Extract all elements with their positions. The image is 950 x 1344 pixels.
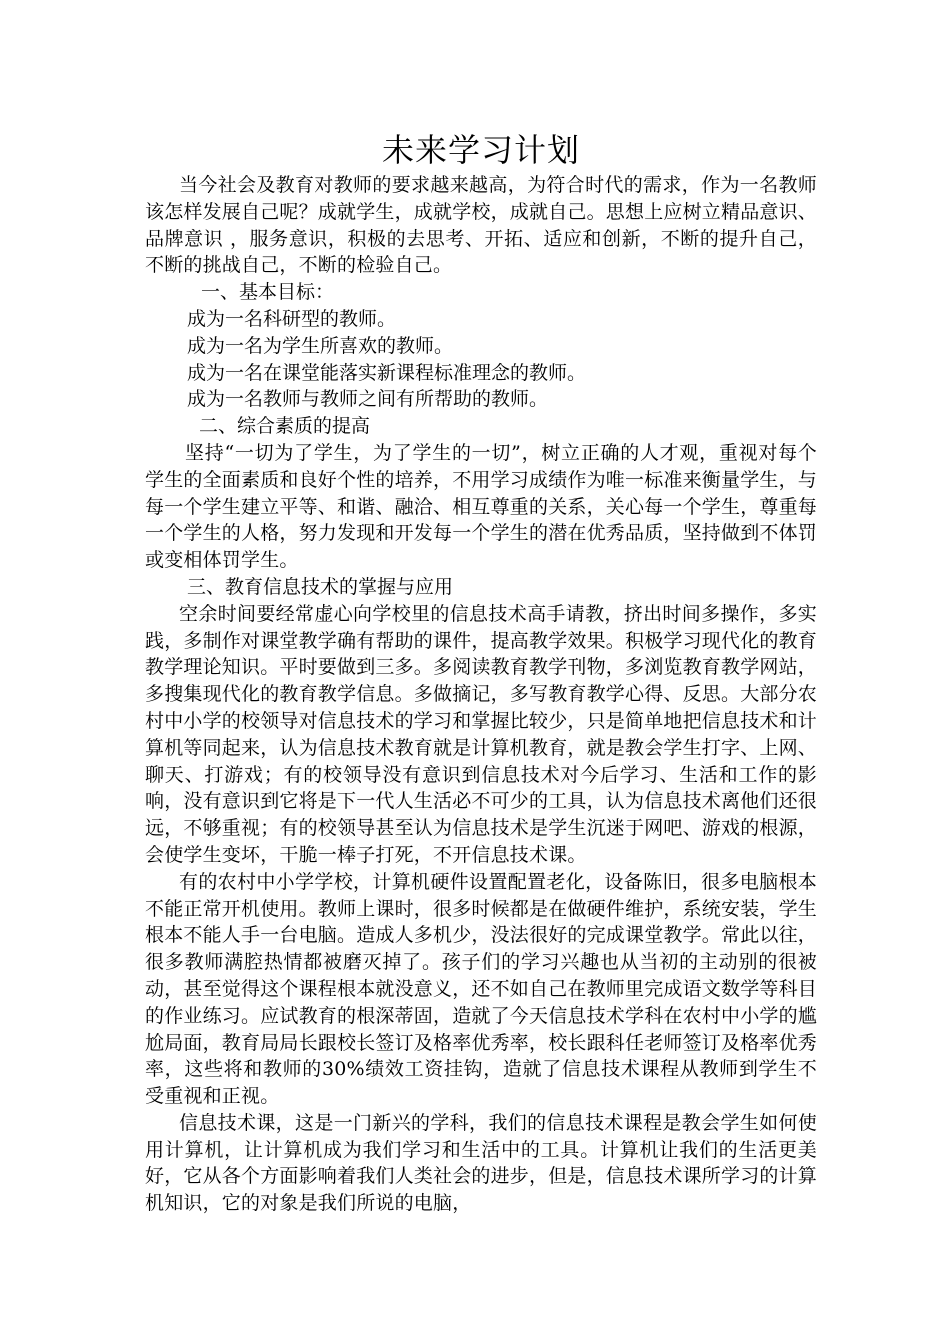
- intro-paragraph: 当今社会及教育对教师的要求越来越高，为符合时代的需求，作为一名教师该怎样发展自己呢？成就学生，成就学校，成就自己。思想上应树立精品意识、品牌意识 ，服务意识，积极的去思考、开拓、适应和创新，不断的提升自己，不断的挑战自己，不断的检验自己。: [145, 174, 818, 277]
- goal-item: 成为一名在课堂能落实新课程标准理念的教师。: [187, 361, 587, 384]
- goal-item: 成为一名为学生所喜欢的教师。: [187, 334, 454, 357]
- goal-item: 成为一名科研型的教师。: [187, 307, 397, 330]
- document-page: [145, 128, 817, 1217]
- section-heading-it: 三、教育信息技术的掌握与应用: [187, 575, 454, 598]
- goal-item: 成为一名教师与教师之间有所帮助的教师。: [187, 388, 549, 411]
- it-paragraph: 信息技术课，这是一门新兴的学科，我们的信息技术课程是教会学生如何使用计算机，让计算机成为我们学习和生活中的工具。计算机让我们的生活更美好，它从各个方面影响着我们人类社会的进步，但是，信息技术课所学习的计算机知识，它的对象是我们所说的电脑，: [145, 1111, 818, 1215]
- section-heading-basic-goals: 一、基本目标：: [201, 281, 335, 304]
- it-paragraph: 有的农村中小学学校，计算机硬件设置配置老化，设备陈旧，很多电脑根本不能正常开机使用。教师上课时，很多时候都是在做硬件维护，系统安装，学生根本不能人手一台电脑。造成人多机少，没法很好的完成课堂教学。常此以往，很多教师满腔热情都被磨灭掉了。孩子们的学习兴趣也从当初的主动别的很被动，甚至觉得这个课程根本就没意义，还不如自己在教师里完成语文数学等科目的作业练习。应试教育的根深蒂固，造就了今天信息技术学科在农村中小学的尴尬局面，教育局局长跟校长签订及格率优秀率，校长跟科任老师签订及格率优秀率，这些将和教师的30%绩效工资挂钩，造就了信息技术课程从教师到学生不受重视和正视。: [145, 870, 818, 1108]
- it-paragraph: 空余时间要经常虚心向学校里的信息技术高手请教，挤出时间多操作，多实践，多制作对课堂教学确有帮助的课件，提高教学效果。积极学习现代化的教育教学理论知识。平时要做到三多。多阅读教育教学刊物，多浏览教育教学网站，多搜集现代化的教育教学信息。多做摘记，多写教育教学心得、反思。大部分农村中小学的校领导对信息技术的学习和掌握比较少，只是简单地把信息技术和计算机等同起来，认为信息技术教育就是计算机教育，就是教会学生打字、上网、聊天、打游戏；有的校领导没有意识到信息技术对今后学习、生活和工作的影响，没有意识到它将是下一代人生活必不可少的工具，认为信息技术离他们还很远，不够重视；有的校领导甚至认为信息技术是学生沉迷于网吧、游戏的根源，会使学生变坏，干脆一棒子打死，不开信息技术课。: [145, 602, 818, 866]
- document-title: 未来学习计划: [381, 131, 580, 169]
- section-heading-quality: 二、综合素质的提高: [199, 415, 371, 438]
- quality-paragraph: 坚持“一切为了学生，为了学生的一切”，树立正确的人才观，重视对每个学生的全面素质和良好个性的培养，不用学习成绩作为唯一标准来衡量学生，与每一个学生建立平等、和谐、融洽、相互尊重的关系，关心每一个学生，尊重每一个学生的人格，努力发现和开发每一个学生的潜在优秀品质，坚持做到不体罚或变相体罚学生。: [145, 441, 818, 572]
